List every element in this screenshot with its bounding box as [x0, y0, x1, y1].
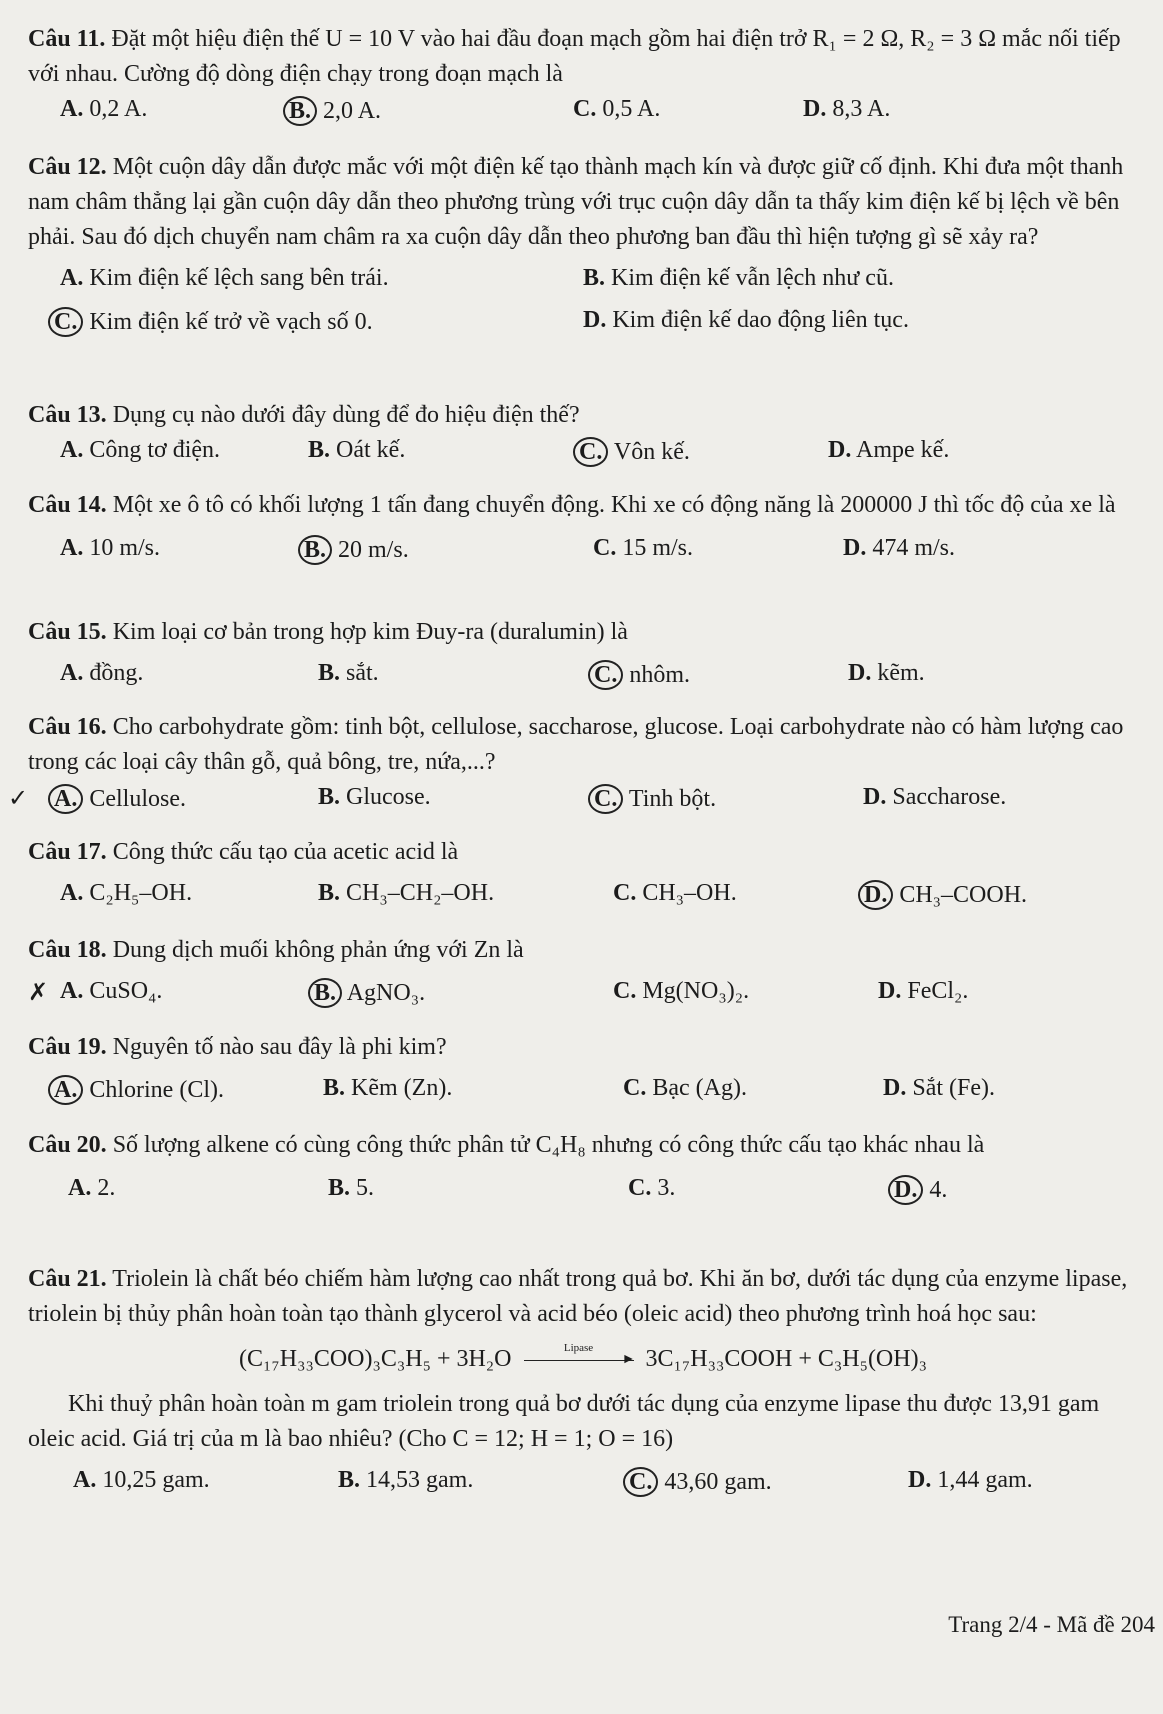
option-c: C. 43,60 gam.: [623, 1467, 772, 1497]
question-text: Dụng cụ nào dưới đây dùng để đo hiệu điện thế?: [112, 402, 580, 428]
option-a: A. Công tơ điện.: [60, 437, 221, 463]
options-row: [28, 1071, 1138, 1113]
option-b: B. 20 m/s.: [298, 535, 409, 565]
check-mark: ✓: [8, 786, 29, 812]
option-d: D. Kim điện kế dao động liên tục.: [583, 307, 909, 333]
option-c: C. CH₃–OH.: [613, 880, 737, 906]
equation-left: (C₁₇H₃₃COO)₃C₃H₅ + 3H₂O: [239, 1346, 512, 1372]
question-13: [28, 398, 1138, 475]
options-row: [28, 261, 1138, 303]
option-c: C. Kim điện kế trở về vạch số 0.: [48, 307, 373, 337]
option-b: B. AgNO₃.: [308, 978, 425, 1008]
option-b: B. Kẽm (Zn).: [323, 1075, 453, 1101]
question-text: Số lượng alkene có cùng công thức phân tử C₄H₈ nhưng có công thức cấu tạo khác nhau là: [112, 1132, 985, 1158]
option-c: C. Vôn kế.: [573, 437, 690, 467]
question-12: [28, 150, 1138, 345]
option-d: D. Saccharose.: [863, 784, 1007, 810]
option-b: B. Kim điện kế vẫn lệch như cũ.: [583, 265, 894, 291]
option-c: C. 15 m/s.: [593, 535, 694, 561]
option-d: D. FeCl₂.: [878, 978, 969, 1004]
question-11: [28, 22, 1138, 134]
reaction-arrow: [524, 1341, 636, 1367]
option-d: D. 8,3 A.: [803, 96, 891, 122]
options-row: [28, 974, 1138, 1016]
chemical-equation: [28, 1341, 1138, 1373]
question-label: Câu 18.: [28, 937, 107, 963]
option-a: A. 2.: [68, 1175, 116, 1201]
option-d: D. CH₃–COOH.: [858, 880, 1027, 910]
option-a: A. đồng.: [60, 660, 144, 686]
question-21: [28, 1262, 1138, 1505]
option-a: A. 10,25 gam.: [73, 1467, 210, 1493]
question-15: [28, 615, 1138, 698]
question-text: Đặt một hiệu điện thế U = 10 V vào hai đầu đoạn mạch gồm hai điện trở R₁ = 2 Ω, R₂ = 3 Ω mắc nối tiếp với nhau. Cường độ dòng điện chạy trong đoạn mạch là: [28, 26, 1121, 87]
options-row: [28, 433, 1138, 475]
option-d: D. Sắt (Fe).: [883, 1075, 995, 1101]
option-b: B. sắt.: [318, 660, 379, 686]
option-c: C. Bạc (Ag).: [623, 1075, 747, 1101]
option-c: C. 3.: [628, 1175, 676, 1201]
question-14: [28, 488, 1138, 573]
question-label: Câu 14.: [28, 492, 107, 518]
question-17: [28, 835, 1138, 918]
question-text: Nguyên tố nào sau đây là phi kim?: [112, 1034, 447, 1060]
options-row: [8, 780, 1138, 822]
option-a: A. 10 m/s.: [60, 535, 161, 561]
question-label: Câu 19.: [28, 1034, 107, 1060]
option-d: D. 4.: [888, 1175, 947, 1205]
equation-right: 3C₁₇H₃₃COOH + C₃H₅(OH)₃: [645, 1346, 927, 1372]
options-row: [28, 1171, 1138, 1213]
options-row: [28, 303, 1138, 345]
option-d: D. Ampe kế.: [828, 437, 950, 463]
options-row: [28, 531, 1138, 573]
options-row: [28, 656, 1138, 698]
cross-mark: ✗: [28, 980, 49, 1006]
option-b: B. 2,0 A.: [283, 96, 381, 126]
options-row: [28, 92, 1138, 134]
question-20: [28, 1128, 1138, 1213]
option-b: B. Glucose.: [318, 784, 431, 810]
question-label: Câu 15.: [28, 619, 107, 645]
option-d: D. 1,44 gam.: [908, 1467, 1033, 1493]
option-d: D. 474 m/s.: [843, 535, 956, 561]
options-row: [28, 1463, 1138, 1505]
question-label: Câu 12.: [28, 154, 107, 180]
option-c: C. Mg(NO₃)₂.: [613, 978, 750, 1004]
option-a: A. Cellulose.: [48, 784, 186, 814]
question-label: Câu 11.: [28, 26, 106, 52]
page-footer: Trang 2/4 - Mã đề 204: [948, 1612, 1155, 1637]
question-text: Kim loại cơ bản trong hợp kim Đuy-ra (duralumin) là: [112, 619, 628, 645]
arrow-head-icon: ►: [621, 1351, 636, 1367]
question-text: Công thức cấu tạo của acetic acid là: [112, 839, 459, 865]
question-text: Một cuộn dây dẫn được mắc với một điện kế tạo thành mạch kín và được giữ cố định. Khi đưa một thanh nam châm thẳng lại gần cuộn dây dẫn theo phương trùng với trục cuộn dây dẫn ta thấy kim điện kế bị lệch về bên phải. Sau đó dịch chuyển nam châm ra xa cuộn dây dẫn theo phương ban đầu thì hiện tượng gì sẽ xảy ra?: [28, 154, 1124, 250]
option-a: A. 0,2 A.: [60, 96, 148, 122]
question-text: Một xe ô tô có khối lượng 1 tấn đang chuyển động. Khi xe có động năng là 200000 J thì tốc độ của xe là: [112, 492, 1116, 518]
option-c: C. nhôm.: [588, 660, 690, 690]
question-text: Triolein là chất béo chiếm hàm lượng cao nhất trong quả bơ. Khi ăn bơ, dưới tác dụng của enzyme lipase, triolein bị thủy phân hoàn toàn tạo thành glycerol và acid béo (oleic acid) theo phương trình hoá học sau:: [28, 1266, 1128, 1327]
question-label: Câu 13.: [28, 402, 107, 428]
arrow-label: Lipase: [563, 1341, 594, 1354]
question-label: Câu 21.: [28, 1266, 107, 1292]
question-19: [28, 1030, 1138, 1113]
question-label: Câu 16.: [28, 714, 107, 740]
option-b: B. CH₃–CH₂–OH.: [318, 880, 495, 906]
question-18: [28, 933, 1138, 1016]
option-a: A. C₂H₅–OH.: [60, 880, 193, 906]
question-label: Câu 20.: [28, 1132, 107, 1158]
option-b: B. 5.: [328, 1175, 375, 1201]
option-a: A. Chlorine (Cl).: [48, 1075, 224, 1105]
option-c: C. Tinh bột.: [588, 784, 716, 814]
option-c: C. 0,5 A.: [573, 96, 661, 122]
question-text-continued: Khi thuỷ phân hoàn toàn m gam triolein trong quả bơ dưới tác dụng của enzyme lipase thu được 13,91 gam oleic acid. Giá trị của m là bao nhiêu? (Cho C = 12; H = 1; O = 16): [28, 1391, 1100, 1452]
option-b: B. Oát kế.: [308, 437, 406, 463]
option-d: D. kẽm.: [848, 660, 925, 686]
question-text: Cho carbohydrate gồm: tinh bột, cellulose, saccharose, glucose. Loại carbohydrate nào có hàm lượng cao trong các loại cây thân gỗ, quả bông, tre, nứa,...?: [28, 714, 1124, 775]
option-a: A. CuSO₄.: [60, 978, 163, 1004]
option-a: A. Kim điện kế lệch sang bên trái.: [60, 265, 389, 291]
question-16: [8, 710, 1138, 822]
question-label: Câu 17.: [28, 839, 107, 865]
question-text: Dung dịch muối không phản ứng với Zn là: [112, 937, 524, 963]
options-row: [28, 876, 1138, 918]
option-b: B. 14,53 gam.: [338, 1467, 474, 1493]
